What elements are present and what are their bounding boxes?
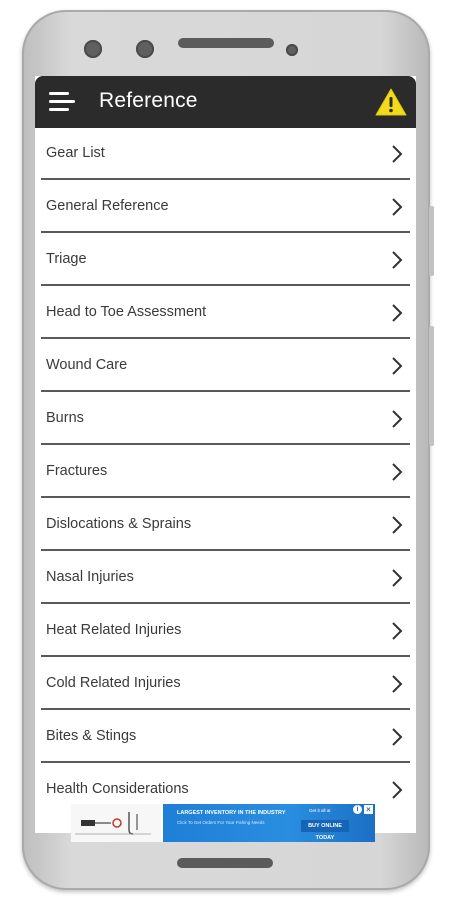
list-divider xyxy=(41,443,410,445)
list-item-cold-related-injuries[interactable] xyxy=(41,658,410,710)
list-item-label: Nasal Injuries xyxy=(46,569,134,585)
power-button xyxy=(429,326,434,446)
ad-headline: LARGEST INVENTORY IN THE INDUSTRY xyxy=(177,810,286,816)
list-item-nasal-injuries[interactable] xyxy=(41,552,410,604)
list-divider xyxy=(41,549,410,551)
chevron-right-icon xyxy=(390,673,404,695)
ad-brand: Get it all at xyxy=(309,808,331,813)
list-divider xyxy=(41,337,410,339)
list-item-general-reference[interactable] xyxy=(41,181,410,233)
ad-close-icon[interactable]: × xyxy=(364,805,373,814)
list-divider xyxy=(41,284,410,286)
chevron-right-icon xyxy=(390,196,404,218)
chevron-right-icon xyxy=(390,567,404,589)
list-item-fractures[interactable] xyxy=(41,446,410,498)
reference-list xyxy=(35,128,416,797)
page-title: Reference xyxy=(99,89,198,112)
list-item-label: Dislocations & Sprains xyxy=(46,516,192,532)
list-item-triage[interactable] xyxy=(41,234,410,286)
hamburger-menu-icon xyxy=(49,92,69,95)
list-divider xyxy=(41,655,410,657)
proximity-sensor-icon xyxy=(286,44,298,56)
list-item-label: Fractures xyxy=(46,463,108,479)
home-speaker-bar xyxy=(177,858,273,868)
list-divider xyxy=(41,708,410,710)
chevron-right-icon xyxy=(390,461,404,483)
ad-subtext: Click To Get Orders For Your Fishing Needs xyxy=(177,820,265,825)
list-divider xyxy=(41,178,410,180)
list-divider xyxy=(41,390,410,392)
list-item-head-to-toe-assessment[interactable] xyxy=(41,287,410,339)
phone-frame xyxy=(22,10,430,890)
chevron-right-icon xyxy=(390,620,404,642)
list-item-label: Cold Related Injuries xyxy=(46,675,181,691)
list-item-label: Heat Related Injuries xyxy=(46,622,182,638)
list-item-burns[interactable] xyxy=(41,393,410,445)
ad-content xyxy=(163,804,375,842)
menu-button[interactable] xyxy=(49,92,75,112)
chevron-right-icon xyxy=(390,779,404,801)
hamburger-menu-icon-bar xyxy=(49,100,75,103)
chevron-right-icon xyxy=(390,726,404,748)
chevron-right-icon xyxy=(390,514,404,536)
list-item-heat-related-injuries[interactable] xyxy=(41,605,410,657)
warning-button[interactable] xyxy=(375,88,407,116)
list-item-gear-list[interactable] xyxy=(41,128,410,180)
list-divider xyxy=(41,496,410,498)
app-bar xyxy=(35,76,416,128)
list-item-bites-stings[interactable] xyxy=(41,711,410,763)
list-item-label: Health Considerations xyxy=(46,781,189,797)
hamburger-menu-icon-bar xyxy=(49,108,69,111)
warning-triangle-icon xyxy=(375,88,407,116)
list-item-dislocations-sprains[interactable] xyxy=(41,499,410,551)
chevron-right-icon xyxy=(390,408,404,430)
chevron-right-icon xyxy=(390,355,404,377)
front-sensor-icon xyxy=(136,40,154,58)
list-item-wound-care[interactable] xyxy=(41,340,410,392)
list-item-label: Head to Toe Assessment xyxy=(46,304,207,320)
front-camera-icon xyxy=(84,40,102,58)
ad-banner[interactable] xyxy=(71,804,375,842)
chevron-right-icon xyxy=(390,302,404,324)
list-item-label: Wound Care xyxy=(46,357,128,373)
list-item-label: Burns xyxy=(46,410,84,426)
ad-cta-button[interactable]: BUY ONLINE TODAY xyxy=(301,820,349,832)
list-item-label: Gear List xyxy=(46,145,105,161)
list-item-label: Bites & Stings xyxy=(46,728,137,744)
fishing-gear-icon xyxy=(71,804,161,842)
list-divider xyxy=(41,231,410,233)
list-divider xyxy=(41,761,410,763)
earpiece-speaker xyxy=(178,38,274,48)
ad-product-image xyxy=(71,804,161,842)
list-item-label: General Reference xyxy=(46,198,169,214)
ad-info-icon[interactable]: i xyxy=(353,805,362,814)
volume-button xyxy=(429,206,434,276)
app-screen xyxy=(35,76,416,841)
list-item-label: Triage xyxy=(46,251,87,267)
list-divider xyxy=(41,602,410,604)
chevron-right-icon xyxy=(390,249,404,271)
chevron-right-icon xyxy=(390,143,404,165)
